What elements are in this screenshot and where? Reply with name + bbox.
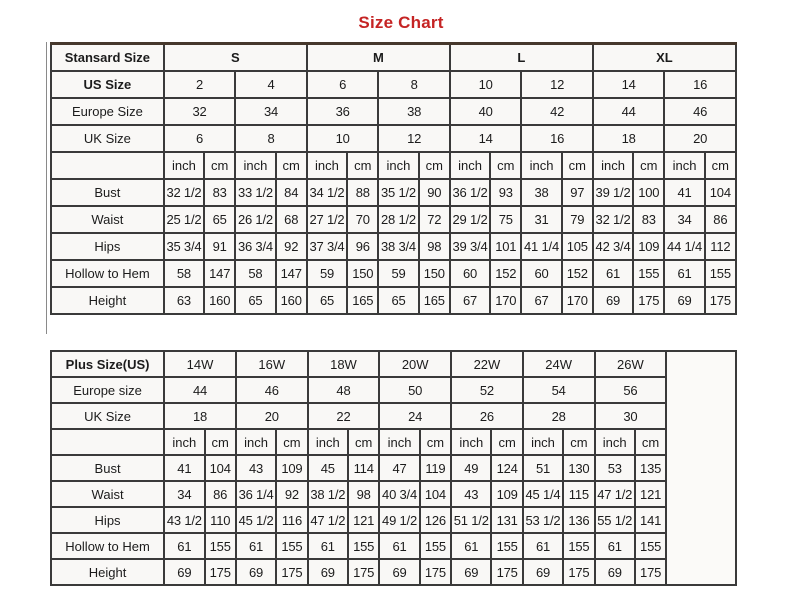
measurement-value-cell: 130: [563, 455, 594, 481]
measurement-value-cell: 136: [563, 507, 594, 533]
size-group-cell: M: [307, 44, 450, 71]
measurement-value-cell: 61: [595, 533, 635, 559]
measurement-value-cell: 45 1/2: [236, 507, 276, 533]
unit-inch-cell: inch: [451, 429, 491, 455]
measurement-value-cell: 155: [635, 533, 666, 559]
measurement-value-cell: 97: [562, 179, 593, 206]
unit-cm-cell: cm: [490, 152, 521, 179]
measurement-value-cell: 45 1/4: [523, 481, 563, 507]
measurement-value-cell: 170: [562, 287, 593, 314]
measurement-value-cell: 67: [450, 287, 490, 314]
measurement-value-cell: 160: [204, 287, 235, 314]
measurement-value-cell: 86: [205, 481, 236, 507]
measurement-value-cell: 86: [705, 206, 736, 233]
measurement-value-cell: 37 3/4: [307, 233, 347, 260]
row-label-cell: Hollow to Hem: [51, 533, 164, 559]
measurement-value-cell: 83: [204, 179, 235, 206]
corner-label-cell: Stansard Size: [51, 44, 164, 71]
size-group-cell: XL: [593, 44, 736, 71]
size-group-cell: 26W: [595, 351, 667, 377]
measurement-value-cell: 175: [420, 559, 451, 585]
measurement-value-cell: 51: [523, 455, 563, 481]
measurement-value-cell: 90: [419, 179, 450, 206]
size-value-cell: 6: [307, 71, 379, 98]
measurement-value-cell: 104: [205, 455, 236, 481]
corner-label-cell: Plus Size(US): [51, 351, 164, 377]
measurement-value-cell: 47 1/2: [308, 507, 348, 533]
unit-cm-cell: cm: [563, 429, 594, 455]
size-value-cell: 42: [521, 98, 593, 125]
measurement-value-cell: 34: [664, 206, 704, 233]
measurement-value-cell: 109: [633, 233, 664, 260]
measurement-value-cell: 41: [664, 179, 704, 206]
measurement-value-cell: 41: [164, 455, 204, 481]
unit-cm-cell: cm: [348, 429, 379, 455]
measurement-value-cell: 65: [307, 287, 347, 314]
measurement-value-cell: 35 3/4: [164, 233, 204, 260]
measurement-value-cell: 155: [205, 533, 236, 559]
row-label-cell: Waist: [51, 481, 164, 507]
measurement-value-cell: 100: [633, 179, 664, 206]
unit-inch-cell: inch: [308, 429, 348, 455]
measurement-value-cell: 67: [521, 287, 561, 314]
size-value-cell: 18: [164, 403, 236, 429]
unit-inch-cell: inch: [164, 429, 204, 455]
measurement-value-cell: 69: [164, 559, 204, 585]
measurement-value-cell: 39 1/2: [593, 179, 633, 206]
measurement-value-cell: 58: [235, 260, 275, 287]
measurement-value-cell: 175: [705, 287, 736, 314]
measurement-value-cell: 155: [276, 533, 307, 559]
measurement-value-cell: 60: [450, 260, 490, 287]
size-value-cell: 16: [521, 125, 593, 152]
size-value-cell: 20: [236, 403, 308, 429]
unit-cm-cell: cm: [633, 152, 664, 179]
measurement-value-cell: 61: [451, 533, 491, 559]
measurement-value-cell: 29 1/2: [450, 206, 490, 233]
size-value-cell: 10: [307, 125, 379, 152]
measurement-value-cell: 165: [347, 287, 378, 314]
measurement-value-cell: 135: [635, 455, 666, 481]
size-value-cell: 46: [236, 377, 308, 403]
measurement-value-cell: 33 1/2: [235, 179, 275, 206]
size-value-cell: 24: [379, 403, 451, 429]
measurement-value-cell: 34 1/2: [307, 179, 347, 206]
measurement-value-cell: 38 1/2: [308, 481, 348, 507]
measurement-value-cell: 119: [420, 455, 451, 481]
measurement-value-cell: 69: [451, 559, 491, 585]
measurement-value-cell: 88: [347, 179, 378, 206]
measurement-value-cell: 61: [164, 533, 204, 559]
size-value-cell: 40: [450, 98, 522, 125]
unit-cm-cell: cm: [204, 152, 235, 179]
row-label-cell: Height: [51, 559, 164, 585]
size-group-cell: 16W: [236, 351, 308, 377]
measurement-value-cell: 175: [276, 559, 307, 585]
measurement-value-cell: 155: [633, 260, 664, 287]
measurement-value-cell: 124: [491, 455, 522, 481]
measurement-value-cell: 69: [664, 287, 704, 314]
unit-inch-cell: inch: [593, 152, 633, 179]
size-group-cell: 24W: [523, 351, 595, 377]
measurement-value-cell: 121: [348, 507, 379, 533]
measurement-value-cell: 152: [562, 260, 593, 287]
measurement-value-cell: 25 1/2: [164, 206, 204, 233]
row-label-cell: Waist: [51, 206, 164, 233]
measurement-value-cell: 114: [348, 455, 379, 481]
unit-cm-cell: cm: [562, 152, 593, 179]
size-value-cell: 46: [664, 98, 736, 125]
plus-size-table: [50, 350, 737, 586]
measurement-value-cell: 32 1/2: [164, 179, 204, 206]
measurement-value-cell: 69: [595, 559, 635, 585]
unit-inch-cell: inch: [664, 152, 704, 179]
measurement-value-cell: 104: [420, 481, 451, 507]
measurement-value-cell: 175: [563, 559, 594, 585]
size-group-cell: 14W: [164, 351, 236, 377]
measurement-value-cell: 58: [164, 260, 204, 287]
unit-inch-cell: inch: [236, 429, 276, 455]
size-value-cell: 4: [235, 71, 307, 98]
measurement-value-cell: 43: [451, 481, 491, 507]
size-value-cell: 6: [164, 125, 236, 152]
scan-artifact-line: [46, 42, 47, 334]
size-value-cell: 8: [378, 71, 450, 98]
measurement-value-cell: 96: [347, 233, 378, 260]
measurement-value-cell: 155: [348, 533, 379, 559]
measurement-value-cell: 155: [705, 260, 736, 287]
measurement-value-cell: 69: [379, 559, 419, 585]
unit-inch-cell: inch: [378, 152, 418, 179]
measurement-value-cell: 40 3/4: [379, 481, 419, 507]
measurement-value-cell: 92: [276, 233, 307, 260]
measurement-value-cell: 92: [276, 481, 307, 507]
measurement-value-cell: 147: [204, 260, 235, 287]
measurement-value-cell: 26 1/2: [235, 206, 275, 233]
measurement-value-cell: 165: [419, 287, 450, 314]
size-value-cell: 8: [235, 125, 307, 152]
measurement-value-cell: 131: [491, 507, 522, 533]
measurement-value-cell: 160: [276, 287, 307, 314]
measurement-value-cell: 61: [593, 260, 633, 287]
measurement-value-cell: 42 3/4: [593, 233, 633, 260]
row-label-cell: Hollow to Hem: [51, 260, 164, 287]
measurement-value-cell: 53 1/2: [523, 507, 563, 533]
measurement-value-cell: 110: [205, 507, 236, 533]
measurement-value-cell: 83: [633, 206, 664, 233]
standard-size-table: [50, 42, 737, 315]
measurement-value-cell: 121: [635, 481, 666, 507]
measurement-value-cell: 175: [635, 559, 666, 585]
size-value-cell: 54: [523, 377, 595, 403]
size-value-cell: 56: [595, 377, 667, 403]
row-label-cell: Bust: [51, 179, 164, 206]
row-label-cell: UK Size: [51, 125, 164, 152]
measurement-value-cell: 112: [705, 233, 736, 260]
measurement-value-cell: 55 1/2: [595, 507, 635, 533]
measurement-value-cell: 98: [348, 481, 379, 507]
size-value-cell: 18: [593, 125, 665, 152]
size-value-cell: 12: [378, 125, 450, 152]
size-group-cell: L: [450, 44, 593, 71]
size-value-cell: 20: [664, 125, 736, 152]
measurement-value-cell: 69: [308, 559, 348, 585]
unit-cm-cell: cm: [705, 152, 736, 179]
unit-cm-cell: cm: [420, 429, 451, 455]
measurement-value-cell: 41 1/4: [521, 233, 561, 260]
measurement-value-cell: 47 1/2: [595, 481, 635, 507]
measurement-value-cell: 59: [307, 260, 347, 287]
row-label-cell: Hips: [51, 233, 164, 260]
unit-inch-cell: inch: [379, 429, 419, 455]
measurement-value-cell: 49 1/2: [379, 507, 419, 533]
measurement-value-cell: 49: [451, 455, 491, 481]
measurement-value-cell: 31: [521, 206, 561, 233]
size-value-cell: 44: [593, 98, 665, 125]
measurement-value-cell: 105: [562, 233, 593, 260]
row-label-cell: US Size: [51, 71, 164, 98]
measurement-value-cell: 53: [595, 455, 635, 481]
row-label-cell: UK Size: [51, 403, 164, 429]
row-label-cell: [51, 429, 164, 455]
measurement-value-cell: 43: [236, 455, 276, 481]
measurement-value-cell: 104: [705, 179, 736, 206]
unit-inch-cell: inch: [521, 152, 561, 179]
measurement-value-cell: 28 1/2: [378, 206, 418, 233]
unit-inch-cell: inch: [235, 152, 275, 179]
measurement-value-cell: 79: [562, 206, 593, 233]
measurement-value-cell: 69: [236, 559, 276, 585]
measurement-value-cell: 60: [521, 260, 561, 287]
measurement-value-cell: 68: [276, 206, 307, 233]
measurement-value-cell: 65: [204, 206, 235, 233]
measurement-value-cell: 155: [491, 533, 522, 559]
measurement-value-cell: 109: [491, 481, 522, 507]
row-label-cell: Europe size: [51, 377, 164, 403]
measurement-value-cell: 36 3/4: [235, 233, 275, 260]
size-value-cell: 48: [308, 377, 380, 403]
unit-cm-cell: cm: [276, 152, 307, 179]
measurement-value-cell: 175: [205, 559, 236, 585]
unit-cm-cell: cm: [491, 429, 522, 455]
size-value-cell: 12: [521, 71, 593, 98]
size-value-cell: 26: [451, 403, 523, 429]
page-title: Size Chart: [358, 13, 444, 32]
size-value-cell: 50: [379, 377, 451, 403]
measurement-value-cell: 109: [276, 455, 307, 481]
measurement-value-cell: 65: [378, 287, 418, 314]
unit-cm-cell: cm: [205, 429, 236, 455]
measurement-value-cell: 61: [664, 260, 704, 287]
row-label-cell: Bust: [51, 455, 164, 481]
measurement-value-cell: 141: [635, 507, 666, 533]
measurement-value-cell: 70: [347, 206, 378, 233]
measurement-value-cell: 175: [348, 559, 379, 585]
measurement-value-cell: 63: [164, 287, 204, 314]
measurement-value-cell: 147: [276, 260, 307, 287]
unit-inch-cell: inch: [450, 152, 490, 179]
measurement-value-cell: 35 1/2: [378, 179, 418, 206]
measurement-value-cell: 27 1/2: [307, 206, 347, 233]
measurement-value-cell: 38 3/4: [378, 233, 418, 260]
size-group-cell: 20W: [379, 351, 451, 377]
measurement-value-cell: 175: [633, 287, 664, 314]
size-value-cell: 28: [523, 403, 595, 429]
size-value-cell: 38: [378, 98, 450, 125]
measurement-value-cell: 47: [379, 455, 419, 481]
measurement-value-cell: 61: [523, 533, 563, 559]
row-label-cell: Europe Size: [51, 98, 164, 125]
measurement-value-cell: 150: [347, 260, 378, 287]
size-value-cell: 30: [595, 403, 667, 429]
unit-inch-cell: inch: [307, 152, 347, 179]
measurement-value-cell: 116: [276, 507, 307, 533]
measurement-value-cell: 43 1/2: [164, 507, 204, 533]
row-label-cell: Hips: [51, 507, 164, 533]
size-value-cell: 22: [308, 403, 380, 429]
measurement-value-cell: 93: [490, 179, 521, 206]
measurement-value-cell: 44 1/4: [664, 233, 704, 260]
measurement-value-cell: 84: [276, 179, 307, 206]
empty-spacer-cell: [666, 351, 736, 585]
unit-cm-cell: cm: [347, 152, 378, 179]
measurement-value-cell: 72: [419, 206, 450, 233]
unit-inch-cell: inch: [164, 152, 204, 179]
size-group-cell: S: [164, 44, 307, 71]
row-label-cell: Height: [51, 287, 164, 314]
measurement-value-cell: 59: [378, 260, 418, 287]
size-group-cell: 18W: [308, 351, 380, 377]
size-value-cell: 52: [451, 377, 523, 403]
unit-inch-cell: inch: [595, 429, 635, 455]
measurement-value-cell: 155: [420, 533, 451, 559]
measurement-value-cell: 32 1/2: [593, 206, 633, 233]
measurement-value-cell: 61: [308, 533, 348, 559]
measurement-value-cell: 51 1/2: [451, 507, 491, 533]
measurement-value-cell: 152: [490, 260, 521, 287]
unit-cm-cell: cm: [276, 429, 307, 455]
measurement-value-cell: 115: [563, 481, 594, 507]
measurement-value-cell: 61: [379, 533, 419, 559]
measurement-value-cell: 39 3/4: [450, 233, 490, 260]
size-value-cell: 2: [164, 71, 236, 98]
unit-cm-cell: cm: [419, 152, 450, 179]
size-group-cell: 22W: [451, 351, 523, 377]
measurement-value-cell: 36 1/2: [450, 179, 490, 206]
row-label-cell: [51, 152, 164, 179]
measurement-value-cell: 98: [419, 233, 450, 260]
measurement-value-cell: 45: [308, 455, 348, 481]
size-value-cell: 14: [450, 125, 522, 152]
measurement-value-cell: 34: [164, 481, 204, 507]
measurement-value-cell: 65: [235, 287, 275, 314]
measurement-value-cell: 75: [490, 206, 521, 233]
size-value-cell: 32: [164, 98, 236, 125]
unit-cm-cell: cm: [635, 429, 666, 455]
size-value-cell: 14: [593, 71, 665, 98]
measurement-value-cell: 101: [490, 233, 521, 260]
measurement-value-cell: 36 1/4: [236, 481, 276, 507]
measurement-value-cell: 126: [420, 507, 451, 533]
measurement-value-cell: 38: [521, 179, 561, 206]
measurement-value-cell: 155: [563, 533, 594, 559]
size-value-cell: 44: [164, 377, 236, 403]
measurement-value-cell: 175: [491, 559, 522, 585]
unit-inch-cell: inch: [523, 429, 563, 455]
measurement-value-cell: 170: [490, 287, 521, 314]
size-value-cell: 16: [664, 71, 736, 98]
measurement-value-cell: 150: [419, 260, 450, 287]
measurement-value-cell: 69: [593, 287, 633, 314]
size-value-cell: 10: [450, 71, 522, 98]
size-value-cell: 34: [235, 98, 307, 125]
measurement-value-cell: 61: [236, 533, 276, 559]
measurement-value-cell: 69: [523, 559, 563, 585]
measurement-value-cell: 91: [204, 233, 235, 260]
size-value-cell: 36: [307, 98, 379, 125]
